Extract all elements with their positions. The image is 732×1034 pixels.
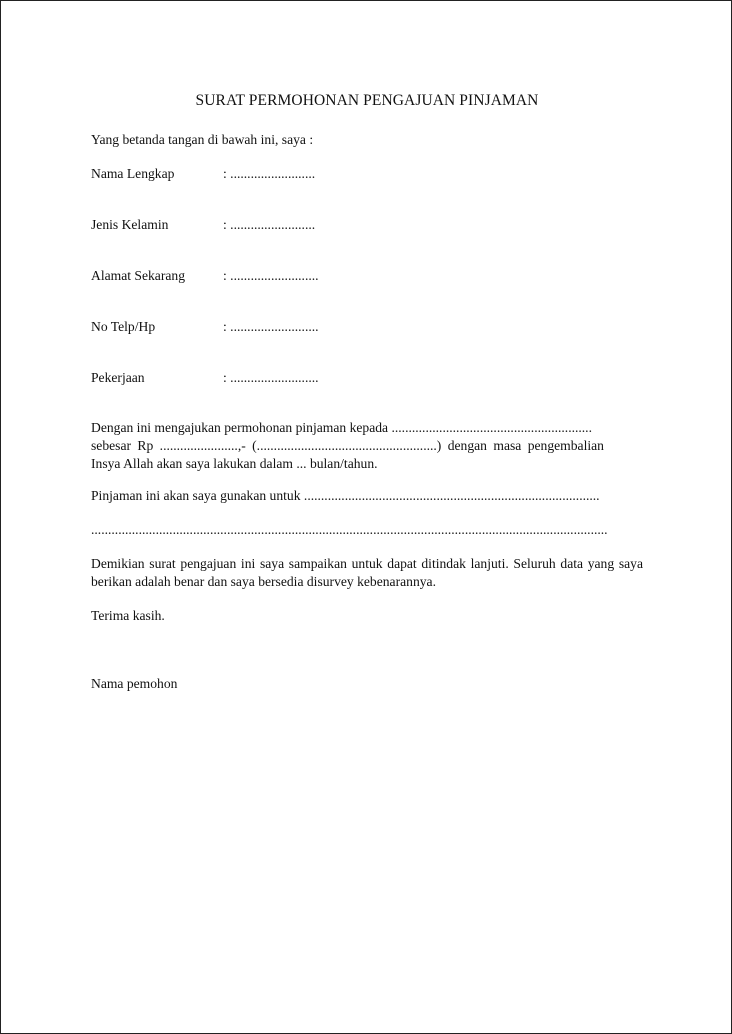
purpose-line: Pinjaman ini akan saya gunakan untuk .......................................................................................: [91, 488, 600, 503]
field-label: Jenis Kelamin: [91, 217, 169, 232]
letter-title: SURAT PERMOHONAN PENGAJUAN PINJAMAN: [195, 92, 539, 109]
field-label: Alamat Sekarang: [91, 268, 185, 283]
field-value: : .........................: [223, 217, 316, 232]
field-alamat-sekarang: [91, 267, 319, 285]
request-line-1: Dengan ini mengajukan permohonan pinjaman kepada ...........................................................: [91, 420, 592, 435]
field-no-telp: [91, 318, 319, 336]
field-value: : ..........................: [223, 319, 319, 334]
field-value: : ..........................: [223, 370, 319, 385]
field-pekerjaan: [91, 369, 319, 387]
field-label: Pekerjaan: [91, 370, 145, 385]
closing-paragraph: Demikian surat pengajuan ini saya sampaikan untuk dapat ditindak lanjuti. Seluruh data yang saya berikan adalah benar dan saya bersedia disurvey kebenarannya.: [91, 556, 643, 589]
intro-text: Yang betanda tangan di bawah ini, saya :: [91, 132, 314, 147]
purpose-continuation: ........................................................................................................................................................: [91, 522, 608, 537]
field-label: No Telp/Hp: [91, 319, 156, 334]
request-line-3: Insya Allah akan saya lakukan dalam ... bulan/tahun.: [91, 456, 378, 471]
field-jenis-kelamin: [91, 216, 315, 234]
request-line-2: sebesar Rp .......................,- (.....................................................) dengan masa pengembalian: [91, 438, 604, 453]
field-nama-lengkap: [91, 165, 315, 183]
field-value: : ..........................: [223, 268, 319, 283]
field-label: Nama Lengkap: [91, 166, 175, 181]
request-paragraph: [91, 419, 643, 473]
field-value: : .........................: [223, 166, 316, 181]
signature-label: Nama pemohon: [91, 676, 178, 691]
thanks-text: Terima kasih.: [91, 608, 165, 623]
